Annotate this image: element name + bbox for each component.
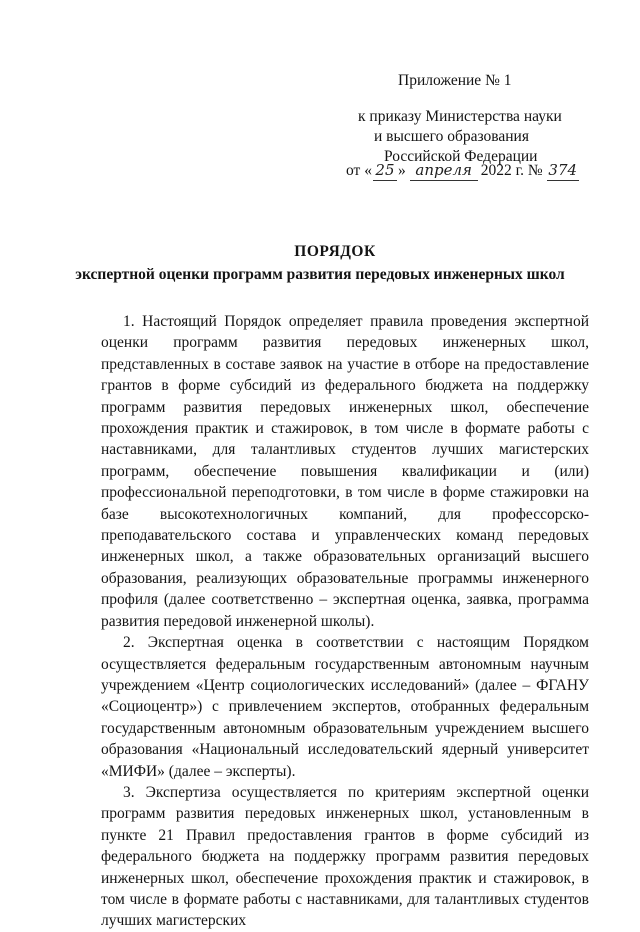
- date-close-quote: »: [397, 162, 406, 179]
- paragraph-1: 1. Настоящий Порядок определяет правила проведения экспертной оценки программ развития передовых инженерных школ, представленных в составе заявок на участие в отборе на предоставление грантов в форме субсидий из федерального бюджета на поддержку программ развития передовых инженерных школ, обеспечение прохождения практик и стажировок, в том числе в формате работы с наставниками, для талантливых студентов лучших магистерских программ, обеспечение повышения квалификации и (или) профессиональной переподготовки, в том числе в форме стажировки на базе высокотехнологичных компаний, для профессорско-преподавательского состава и управленческих команд передовых инженерных школ, а также образовательных организаций высшего образования, реализующих образовательные программы инженерного профиля (далее соответственно – экспертная оценка, заявка, программа развития передовой инженерной школы).: [101, 313, 589, 630]
- title-main: ПОРЯДОК: [294, 243, 376, 260]
- order-reference-line-3: Российской Федерации: [384, 148, 538, 165]
- paragraph-2: 2. Экспертная оценка в соответствии с настоящим Порядком осуществляется федеральным государственным автономным научным учреждением «Центр социологических исследований» (далее – ФГАНУ «Социоцентр») с привлечением экспертов, отобранных федеральным государственным автономным образовательным учреждением высшего образования «Национальный исследовательский ядерный университет «МИФИ» (далее – эксперты).: [101, 634, 589, 780]
- handwritten-day: 25: [373, 160, 397, 181]
- document-title: [0, 242, 640, 285]
- paragraph-3: 3. Экспертиза осуществляется по критериям экспертной оценки программ развития передовых инженерных школ, установленным в пункте 21 Правил предоставления грантов в форме субсидий из федерального бюджета на поддержку программ развития передовых инженерных школ, обеспечение прохождения практик и стажировок, в том числе в формате работы с наставниками, для талантливых студентов лучших магистерских: [101, 783, 589, 930]
- order-reference-line-2: и высшего образования: [374, 128, 529, 145]
- date-year: 2022 г. №: [480, 162, 543, 179]
- appendix-number: Приложение № 1: [398, 72, 512, 89]
- order-date-line: [346, 160, 579, 181]
- date-prefix: от «: [346, 162, 372, 179]
- document-body: [101, 311, 589, 932]
- order-reference-line-1: к приказу Министерства науки: [358, 108, 562, 125]
- handwritten-order-number: 374: [548, 161, 578, 179]
- handwritten-month: апреля: [410, 160, 478, 181]
- title-subtitle: экспертной оценки программ развития передовых инженерных школ: [75, 266, 565, 283]
